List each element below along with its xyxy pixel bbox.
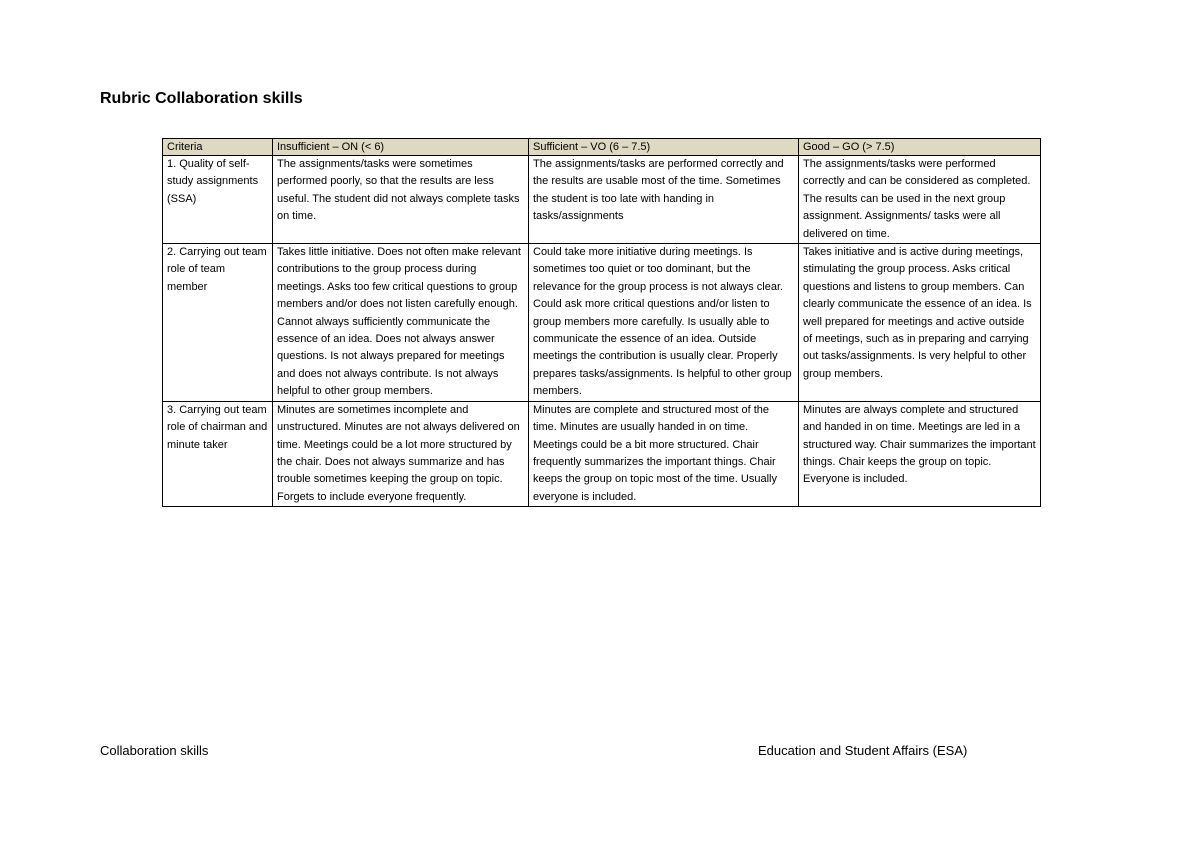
- criteria-cell: 1. Quality of self-study assignments (SSA): [163, 156, 273, 244]
- criteria-cell: 2. Carrying out team role of team member: [163, 244, 273, 402]
- footer-left-text: Collaboration skills: [100, 743, 209, 758]
- header-good: Good – GO (> 7.5): [799, 139, 1041, 156]
- good-cell: The assignments/tasks were performed correctly and can be considered as completed. The results can be used in the next group assignment. Assignments/ tasks were all delivered on time.: [799, 156, 1041, 244]
- sufficient-cell: Could take more initiative during meetings. Is sometimes too quiet or too dominant, but the relevance for the group process is not always clear. Could ask more critical questions and/or listen to group members more carefully. Is usually able to communicate the essence of an idea. Outside meetings the contribution is usually clear. Properly prepares tasks/assignments. Is helpful to other group members.: [529, 244, 799, 402]
- insufficient-cell: Minutes are sometimes incomplete and unstructured. Minutes are not always delivered on time. Meetings could be a lot more structured by the chair. Does not always summarize and has trouble sometimes keeping the group on topic. Forgets to include everyone frequently.: [273, 401, 529, 506]
- header-insufficient: Insufficient – ON (< 6): [273, 139, 529, 156]
- insufficient-cell: Takes little initiative. Does not often make relevant contributions to the group process during meetings. Asks too few critical questions to group members and/or does not listen carefully enough. Cannot always sufficiently communicate the essence of an idea. Does not always answer questions. Is not always prepared for meetings and does not always contribute. Is not always helpful to other group members.: [273, 244, 529, 402]
- table-row: [163, 244, 1041, 402]
- footer-right-text: Education and Student Affairs (ESA): [758, 743, 968, 758]
- table-header-row: [163, 139, 1041, 156]
- criteria-cell: 3. Carrying out team role of chairman and minute taker: [163, 401, 273, 506]
- document-title: Rubric Collaboration skills: [100, 90, 303, 107]
- insufficient-cell: The assignments/tasks were sometimes performed poorly, so that the results are less useful. The student did not always complete tasks on time.: [273, 156, 529, 244]
- sufficient-cell: Minutes are complete and structured most of the time. Minutes are usually handed in on time. Meetings could be a bit more structured. Chair frequently summarizes the important things. Chair keeps the group on topic most of the time. Usually everyone is included.: [529, 401, 799, 506]
- good-cell: Minutes are always complete and structured and handed in on time. Meetings are led in a structured way. Chair summarizes the important things. Chair keeps the group on topic. Everyone is included.: [799, 401, 1041, 506]
- table-row: [163, 156, 1041, 244]
- rubric-table: [162, 138, 1041, 507]
- header-criteria: Criteria: [163, 139, 273, 156]
- table-row: [163, 401, 1041, 506]
- header-sufficient: Sufficient – VO (6 – 7.5): [529, 139, 799, 156]
- good-cell: Takes initiative and is active during meetings, stimulating the group process. Asks critical questions and listens to group members. Can clearly communicate the essence of an idea. Is well prepared for meetings and active outside of meetings, such as in preparing and carrying out tasks/assignments. Is very helpful to other group members.: [799, 244, 1041, 402]
- sufficient-cell: The assignments/tasks are performed correctly and the results are usable most of the time. Sometimes the student is too late with handing in tasks/assignments: [529, 156, 799, 244]
